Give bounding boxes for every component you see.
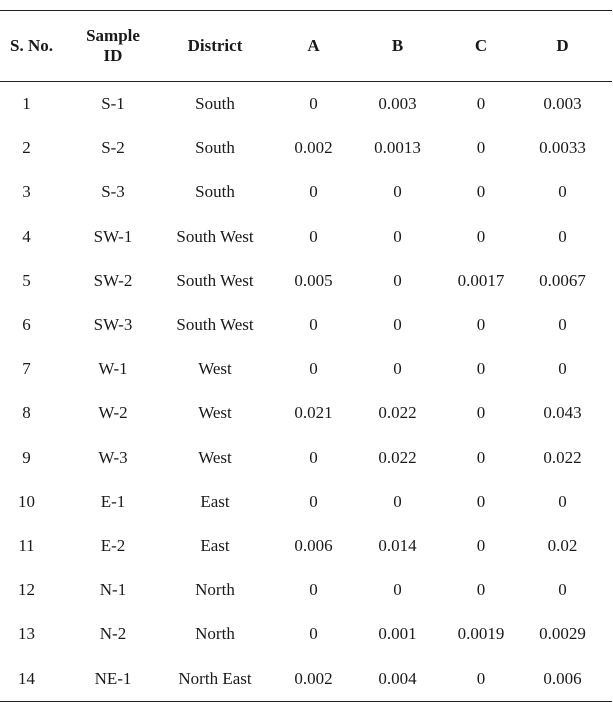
cell-value-b: 0.003 (378, 94, 417, 114)
cell-value-c: 0.0019 (457, 624, 505, 644)
cell-district: South West (176, 270, 254, 290)
cell-district: West (198, 403, 232, 423)
cell-district: East (200, 491, 230, 511)
cell-value-b: 0.001 (378, 624, 417, 644)
table-row (0, 126, 612, 170)
cell-district: North East (178, 668, 252, 688)
cell-value-b: 0.004 (378, 668, 417, 688)
cell-value-d: 0.043 (543, 403, 582, 423)
cell-value-a: 0.005 (294, 270, 333, 290)
cell-sample-id: E-2 (100, 535, 126, 555)
table-row (0, 612, 612, 656)
cell-value-c: 0 (476, 94, 486, 114)
cell-value-a: 0 (309, 315, 318, 335)
cell-sample-id: NE-1 (94, 668, 132, 688)
cell-value-a: 0 (309, 94, 318, 114)
cell-value-a: 0 (309, 580, 318, 600)
cell-district: South (195, 94, 235, 114)
cell-sample-id: S-3 (101, 182, 125, 202)
cell-value-b: 0 (393, 315, 402, 335)
cell-sno: 14 (18, 668, 35, 688)
table-row (0, 215, 612, 259)
cell-sample-id: W-2 (98, 403, 128, 423)
cell-value-a: 0 (309, 226, 318, 246)
cell-district: West (198, 359, 232, 379)
cell-value-d: 0 (558, 315, 567, 335)
header-a: A (307, 36, 320, 55)
cell-sno: 4 (22, 226, 31, 246)
table-row (0, 303, 612, 347)
cell-value-a: 0 (309, 624, 318, 644)
cell-district: West (198, 447, 232, 467)
header-sno: S. No. (10, 36, 53, 55)
cell-value-c: 0 (476, 182, 486, 202)
cell-district: South West (176, 315, 254, 335)
cell-value-d: 0 (558, 182, 567, 202)
header-district: District (187, 36, 243, 55)
cell-sno: 2 (22, 138, 31, 158)
cell-sno: 12 (18, 580, 35, 600)
cell-sno: 3 (22, 182, 31, 202)
table-row (0, 524, 612, 568)
cell-value-a: 0.002 (294, 138, 333, 158)
table-row (0, 656, 612, 701)
data-table-container (0, 10, 612, 702)
cell-value-b: 0 (393, 491, 402, 511)
cell-sample-id: S-1 (101, 94, 125, 114)
table-row (0, 347, 612, 391)
cell-district: North (195, 580, 235, 600)
cell-sno: 6 (22, 315, 31, 335)
cell-value-c: 0 (476, 535, 486, 555)
cell-value-c: 0 (476, 315, 486, 335)
cell-value-d: 0.0033 (539, 138, 586, 158)
cell-value-d: 0.003 (543, 94, 582, 114)
cell-value-a: 0.006 (294, 535, 333, 555)
cell-value-c: 0 (476, 226, 486, 246)
cell-sno: 10 (18, 491, 35, 511)
header-b: B (391, 36, 404, 55)
table-row (0, 170, 612, 214)
cell-sample-id: SW-3 (93, 315, 133, 335)
cell-value-c: 0 (476, 580, 486, 600)
cell-sno: 11 (18, 535, 35, 555)
cell-value-d: 0.0029 (539, 624, 586, 644)
table-row (0, 480, 612, 524)
cell-value-a: 0 (309, 491, 318, 511)
cell-sno: 13 (18, 624, 35, 644)
cell-value-c: 0 (476, 138, 486, 158)
cell-district: North (195, 624, 235, 644)
cell-district: South (195, 138, 235, 158)
cell-value-d: 0 (558, 359, 567, 379)
table-row (0, 259, 612, 303)
cell-value-b: 0 (393, 226, 402, 246)
table-row (0, 436, 612, 480)
cell-sample-id: E-1 (100, 491, 126, 511)
cell-sample-id: N-1 (99, 580, 127, 600)
header-d: D (556, 36, 569, 55)
table-body (0, 82, 612, 702)
cell-value-a: 0 (309, 359, 318, 379)
cell-value-c: 0 (476, 491, 486, 511)
table-header-row (0, 11, 612, 82)
cell-value-c: 0 (476, 403, 486, 423)
cell-sample-id: SW-2 (93, 270, 133, 290)
header-sample-id: Sample ID (86, 26, 140, 65)
cell-value-d: 0 (558, 491, 567, 511)
cell-value-b: 0.022 (378, 403, 417, 423)
cell-sno: 1 (22, 94, 31, 114)
cell-value-d: 0 (558, 580, 567, 600)
cell-value-a: 0.002 (294, 668, 333, 688)
table-row (0, 391, 612, 435)
cell-district: South (195, 182, 235, 202)
cell-value-c: 0 (476, 447, 486, 467)
cell-sample-id: S-2 (101, 138, 125, 158)
cell-sample-id: N-2 (99, 624, 127, 644)
cell-sno: 7 (22, 359, 31, 379)
cell-value-c: 0 (476, 359, 486, 379)
cell-value-a: 0 (309, 447, 318, 467)
cell-value-b: 0 (393, 359, 402, 379)
cell-sample-id: W-1 (98, 359, 128, 379)
cell-district: East (200, 535, 230, 555)
cell-value-b: 0.0013 (374, 138, 421, 158)
cell-sno: 5 (22, 270, 31, 290)
cell-value-c: 0 (476, 668, 486, 688)
cell-value-d: 0.022 (543, 447, 582, 467)
cell-value-b: 0 (393, 182, 402, 202)
cell-sample-id: SW-1 (93, 226, 133, 246)
data-table (0, 10, 612, 702)
cell-value-d: 0.006 (543, 668, 582, 688)
cell-value-b: 0 (393, 580, 402, 600)
table-row (0, 568, 612, 612)
cell-value-a: 0.021 (294, 403, 333, 423)
cell-sno: 8 (22, 403, 31, 423)
cell-value-d: 0.02 (547, 535, 578, 555)
cell-value-d: 0.0067 (539, 270, 586, 290)
cell-value-d: 0 (558, 226, 567, 246)
cell-district: South West (176, 226, 254, 246)
cell-value-b: 0.014 (378, 535, 417, 555)
cell-sno: 9 (22, 447, 31, 467)
cell-value-b: 0.022 (378, 447, 417, 467)
cell-sample-id: W-3 (98, 447, 128, 467)
cell-value-b: 0 (393, 270, 402, 290)
cell-value-a: 0 (309, 182, 318, 202)
cell-value-c: 0.0017 (457, 270, 505, 290)
header-c: C (474, 36, 488, 55)
table-row (0, 82, 612, 127)
